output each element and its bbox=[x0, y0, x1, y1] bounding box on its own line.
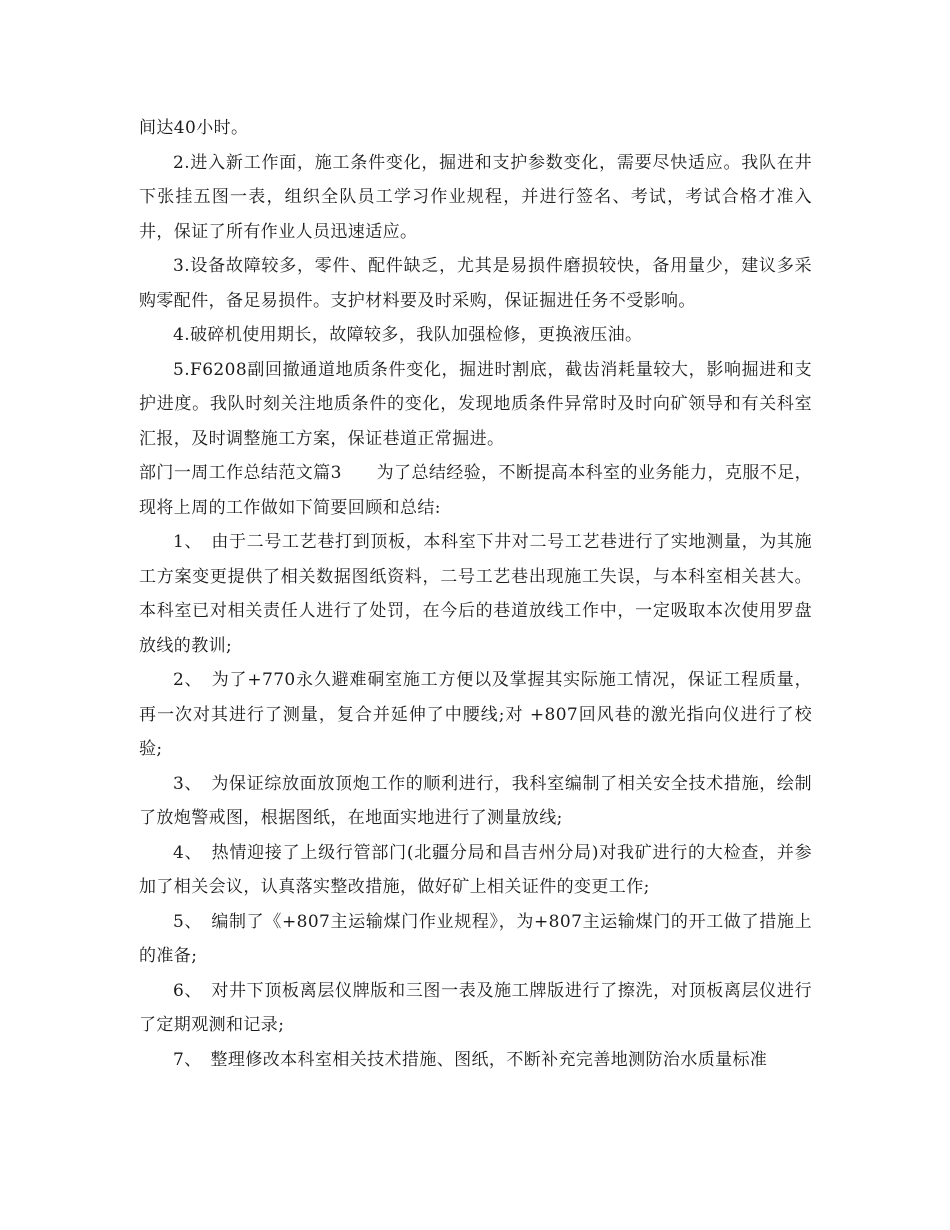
document-body bbox=[139, 111, 812, 1077]
list-item-7: 7、 整理修改本科室相关技术措施、图纸，不断补充完善地测防治水质量标准 bbox=[173, 1049, 768, 1070]
list-item-4: 4、 热情迎接了上级行管部门(北疆分局和昌吉州分局)对我矿进行的大检查，并参加了相关会议，认真落实整改措施，做好矿上相关证件的变更工作; bbox=[139, 842, 812, 897]
paragraph-item-5: 5.F6208副回撤通道地质条件变化，掘进时割底，截齿消耗量较大，影响掘进和支护进度。我队时刻关注地质条件的变化，发现地质条件异常时及时向矿领导和有关科室汇报，及时调整施工方案，保证巷道正常掘进。 bbox=[139, 359, 812, 449]
list-item-2: 2、 为了+770永久避难硐室施工方便以及掌握其实际施工情况，保证工程质量，再一次对其进行了测量，复合并延伸了中腰线;对 +807回风巷的激光指向仪进行了校验; bbox=[139, 670, 812, 759]
list-item-1: 1、 由于二号工艺巷打到顶板，本科室下井对二号工艺巷进行了实地测量，为其施工方案变更提供了相关数据图纸资料，二号工艺巷出现施工失误，与本科室相关甚大。本科室已对相关责任人进行了处罚，在今后的巷道放线工作中，一定吸取本次使用罗盘放线的教训; bbox=[139, 532, 812, 656]
paragraph-continuation: 间达40小时。 bbox=[139, 118, 249, 138]
section-title-paragraph: 部门一周工作总结范文篇3 为了总结经验，不断提高本科室的业务能力，克服不足，现将上周的工作做如下简要回顾和总结: bbox=[139, 463, 812, 518]
paragraph-item-3: 3.设备故障较多，零件、配件缺乏，尤其是易损件磨损较快，备用量少，建议多采购零配件，备足易损件。支护材料要及时采购，保证掘进任务不受影响。 bbox=[139, 256, 812, 311]
paragraph-item-2: 2.进入新工作面，施工条件变化，掘进和支护参数变化，需要尽快适应。我队在井下张挂五图一表，组织全队员工学习作业规程，并进行签名、考试，考试合格才准入井，保证了所有作业人员迅速适应。 bbox=[139, 152, 812, 242]
list-item-5: 5、 编制了《+807主运输煤门作业规程》，为+807主运输煤门的开工做了措施上的准备; bbox=[139, 911, 812, 966]
paragraph-item-4: 4.破碎机使用期长，故障较多，我队加强检修，更换液压油。 bbox=[173, 325, 643, 345]
list-item-3: 3、 为保证综放面放顶炮工作的顺利进行，我科室编制了相关安全技术措施，绘制了放炮警戒图，根据图纸，在地面实地进行了测量放线; bbox=[139, 773, 812, 828]
list-item-6: 6、 对井下顶板离层仪牌版和三图一表及施工牌版进行了擦洗，对顶板离层仪进行了定期观测和记录; bbox=[139, 980, 812, 1035]
